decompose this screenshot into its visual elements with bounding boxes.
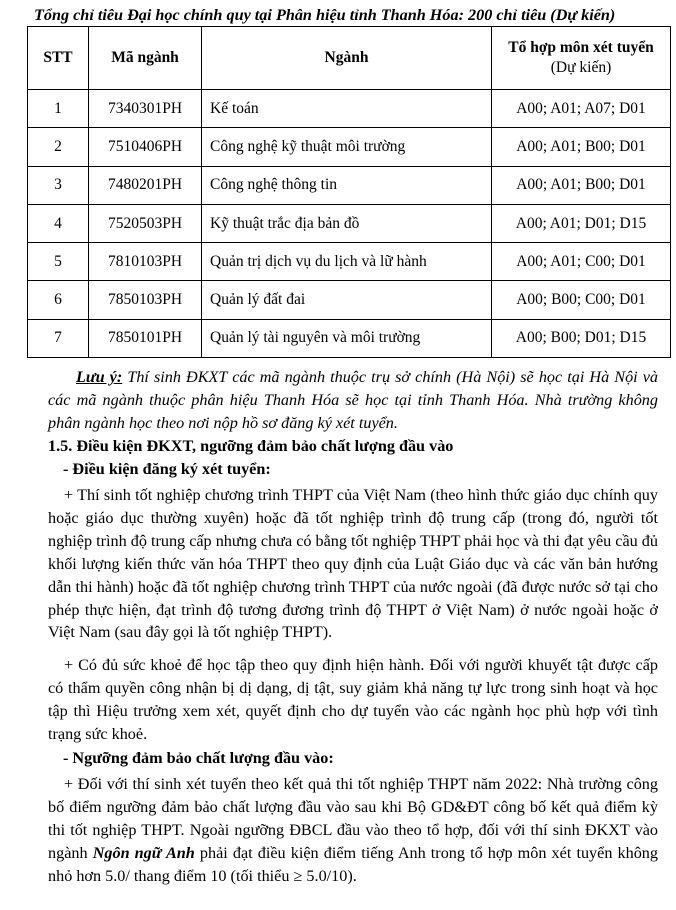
note-body [48, 366, 658, 435]
cell-stt: 7 [28, 319, 89, 357]
subheading-conditions: - Điều kiện đăng ký xét tuyển: [63, 460, 271, 478]
cell-code: 7850103PH [89, 281, 202, 319]
header-stt: STT [28, 27, 89, 90]
cell-combo: A00; A01; D01; D15 [492, 204, 671, 242]
cell-code: 7340301PH [89, 90, 202, 128]
threshold-text-b: phải đạt điều kiện điểm tiếng Anh trong tổ hợp môn xét tuyển không nhỏ hơn 5.0/ thang điểm 10 (tối thiểu ≥ 5.0/10). [48, 843, 658, 885]
cell-stt: 1 [28, 90, 89, 128]
cell-name: Quản lý đất đai [202, 281, 492, 319]
cell-code: 7480201PH [89, 166, 202, 204]
table-row [28, 204, 671, 242]
header-name: Ngành [202, 27, 492, 90]
admissions-table [27, 26, 671, 358]
cell-code: 7810103PH [89, 243, 202, 281]
note-text: Thí sinh ĐKXT các mã ngành thuộc trụ sở chính (Hà Nội) sẽ học tại Hà Nội và các mã ngành thuộc phân hiệu Thanh Hóa sẽ học tại tỉnh Thanh Hóa. Nhà trường không phân ngành học theo nơi nộp hồ sơ đăng ký xét tuyển. [48, 368, 659, 432]
cell-code: 7850101PH [89, 319, 202, 357]
paragraph-threshold [48, 773, 658, 888]
cell-stt: 2 [28, 128, 89, 166]
cell-name: Kế toán [202, 90, 492, 128]
cell-name: Công nghệ thông tin [202, 166, 492, 204]
note-label: Lưu ý: [76, 368, 123, 386]
cell-combo: A00; A01; B00; D01 [492, 166, 671, 204]
cell-name: Quản lý tài nguyên và môi trường [202, 319, 492, 357]
cell-name: Quản trị dịch vụ du lịch và lữ hành [202, 243, 492, 281]
cell-stt: 5 [28, 243, 89, 281]
paragraph-graduation: + Thí sinh tốt nghiệp chương trình THPT của Việt Nam (theo hình thức giáo dục chính quy hoặc giáo dục thường xuyên) hoặc đã tốt nghiệp trình độ trung cấp (trong đó, người tốt nghiệp trình độ trung cấp nhưng chưa có bằng tốt nghiệp THPT phải học và thi đạt yêu cầu đủ khối lượng kiến thức văn hóa THPT theo quy định của Luật Giáo dục và các văn bản hướng dẫn thi hành) hoặc đã tốt nghiệp chương trình THPT của nước ngoài (đã được nước sở tại cho phép thực hiện, đạt trình độ tương đương trình độ THPT ở Việt Nam) ở nước ngoài hoặc ở Việt Nam (sau đây gọi là tốt nghiệp THPT). [48, 486, 658, 642]
table-row [28, 128, 671, 166]
cell-stt: 6 [28, 281, 89, 319]
header-code: Mã ngành [89, 27, 202, 90]
cell-name: Kỹ thuật trắc địa bản đồ [202, 204, 492, 242]
english-major-name: Ngôn ngữ Anh [92, 843, 195, 862]
cell-name: Công nghệ kỹ thuật môi trường [202, 128, 492, 166]
cell-combo: A00; A01; A07; D01 [492, 90, 671, 128]
subheading-threshold: - Ngưỡng đảm bảo chất lượng đầu vào: [63, 749, 334, 767]
cell-code: 7510406PH [89, 128, 202, 166]
table-row [28, 243, 671, 281]
header-combo-label: Tổ hợp môn xét tuyển [508, 39, 654, 56]
header-combo-sub: (Dự kiến) [550, 59, 612, 76]
table-caption: Tổng chỉ tiêu Đại học chính quy tại Phân hiệu tỉnh Thanh Hóa: 200 chỉ tiêu (Dự kiến) [34, 6, 616, 24]
table-header-row [28, 27, 671, 90]
cell-stt: 4 [28, 204, 89, 242]
cell-combo: A00; B00; D01; D15 [492, 319, 671, 357]
section-heading: 1.5. Điều kiện ĐKXT, ngưỡng đảm bảo chất lượng đầu vào [48, 437, 454, 455]
header-combo [492, 27, 671, 90]
cell-combo: A00; B00; C00; D01 [492, 281, 671, 319]
cell-combo: A00; A01; B00; D01 [492, 128, 671, 166]
cell-stt: 3 [28, 166, 89, 204]
table-row [28, 319, 671, 357]
table-row [28, 166, 671, 204]
threshold-text-a: + Đối với thí sinh xét tuyển theo kết quả thi tốt nghiệp THPT năm 2022: Nhà trường công bố điểm ngưỡng đảm bảo chất lượng đầu vào sau khi Bộ GD&ĐT công bố kết quả điểm kỳ thi tốt nghiệp THPT. Ngoài ngưỡng ĐBCL đầu vào theo tổ hợp, đối với thí sinh ĐKXT vào ngành [48, 775, 658, 862]
table-row [28, 90, 671, 128]
note-paragraph [48, 366, 658, 435]
paragraph-health: + Có đủ sức khoẻ để học tập theo quy định hiện hành. Đối với người khuyết tật được cấp có thẩm quyền công nhận bị dị dạng, dị tật, suy giảm khả năng tự lực trong sinh hoạt và học tập thì Hiệu trưởng xem xét, quyết định cho dự tuyển vào các ngành học phù hợp với tình trạng sức khoẻ. [48, 656, 658, 743]
table-row [28, 281, 671, 319]
cell-combo: A00; A01; C00; D01 [492, 243, 671, 281]
cell-code: 7520503PH [89, 204, 202, 242]
